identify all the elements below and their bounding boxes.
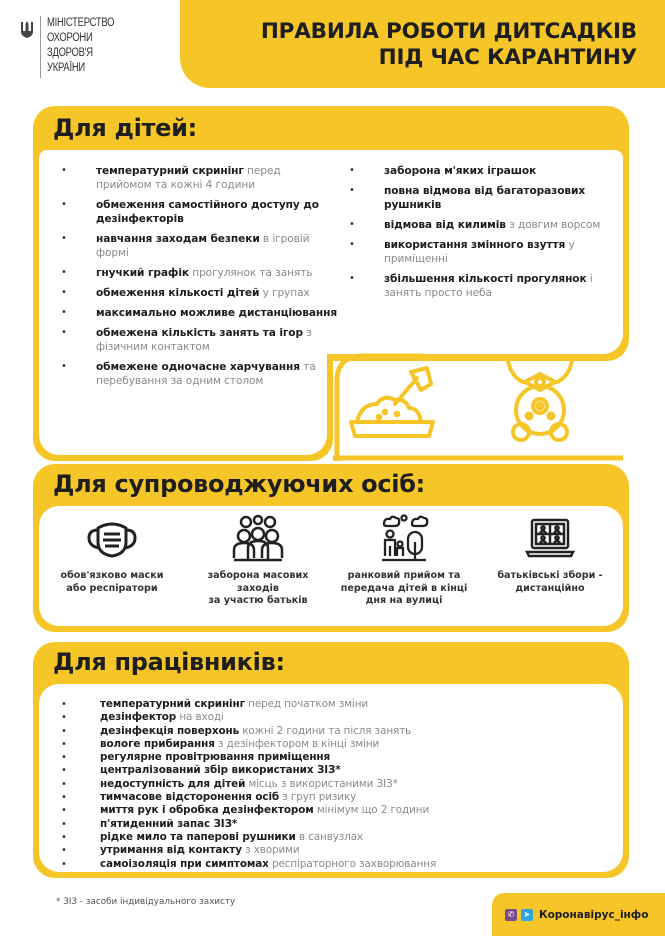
rule-bold: обмеження самостійного доступу до дезінфекторів [96, 199, 319, 225]
bullet: • [61, 752, 67, 764]
bullet: • [61, 361, 67, 372]
rule-rest: у приміщенні [384, 239, 575, 265]
rule-rest: перед прийомом та кожні 4 години [96, 165, 281, 191]
list-item [346, 184, 616, 212]
list-item [58, 818, 436, 831]
bullet: • [61, 778, 67, 790]
bullet: • [61, 725, 67, 737]
section-title: Для дітей: [53, 114, 197, 142]
bullet: • [61, 805, 67, 817]
channel-badge[interactable] [492, 893, 665, 936]
rule-rest: місць з використаними ЗІЗ* [245, 777, 398, 790]
rule-bold: недоступність для дітей [100, 777, 246, 790]
ministry-logo [20, 16, 129, 78]
rule-bold: обмеження кількості дітей [96, 287, 260, 299]
rule-bold: утримання від контакту [100, 844, 242, 857]
escort-rules-row [39, 512, 623, 608]
rule-bold: заборона м'яких іграшок [384, 165, 537, 177]
rule-label-line: за участю батьків [208, 595, 308, 606]
rule-label-line: обов'язково маски [60, 570, 164, 581]
rule-rest: респіраторного захворювання [268, 857, 437, 870]
list-item [58, 164, 338, 192]
rule-rest: з фізичним контактом [96, 327, 312, 353]
title-band [180, 0, 665, 88]
children-rules-left [58, 164, 338, 394]
sandbox-icon [343, 364, 443, 444]
bullet: • [61, 845, 67, 857]
rule-rest: перед початком зміни [244, 698, 369, 710]
rule-bold: температурний скринінг [96, 165, 244, 177]
crowd-icon [232, 512, 284, 564]
rule-bold: навчання заходам безпеки [96, 233, 260, 245]
rule-bold: вологе прибирання [100, 737, 215, 750]
rule-rest: з хворими [241, 844, 300, 857]
bullet: • [61, 712, 67, 724]
workers-rules-list [58, 698, 436, 871]
video-conference-laptop-icon [524, 512, 576, 564]
rule-bold: обмежене одночасне харчування [96, 361, 300, 373]
bullet: • [349, 219, 355, 230]
section-children [33, 106, 629, 461]
ministry-line: ЗДОРОВ'Я [47, 47, 93, 59]
title-line-1: ПРАВИЛА РОБОТИ ДИТСАДКІВ [260, 19, 637, 44]
rule-bold: відмова від килимів [384, 219, 506, 231]
list-item [58, 266, 338, 280]
page-title [261, 19, 637, 71]
teddy-bear-icon [495, 354, 585, 446]
rule-bold: дезінфектор [100, 711, 177, 724]
list-item [58, 286, 338, 300]
list-item [58, 751, 436, 764]
footnote: * ЗІЗ - засоби індивідуального захисту [56, 897, 236, 907]
section-workers [33, 642, 629, 878]
rule-label-line: дня на вулиці [365, 595, 443, 606]
list-item [58, 844, 436, 857]
rule-bold: централізований збір використаних ЗІЗ* [100, 764, 341, 777]
list-item [58, 791, 436, 804]
rule-rest: з довгим ворсом [505, 219, 601, 231]
bullet: • [349, 165, 355, 176]
rule-bold: рідке мило та паперові рушники [100, 830, 296, 843]
list-item [58, 738, 436, 751]
bullet: • [349, 273, 355, 284]
bullet: • [61, 233, 67, 244]
list-item [58, 764, 436, 777]
bullet: • [61, 699, 67, 710]
children-rules-right [346, 164, 616, 306]
title-line-2: ПІД ЧАС КАРАНТИНУ [378, 45, 637, 70]
list-item [346, 164, 616, 178]
rule-label [497, 570, 602, 595]
rule-rest: та перебування за одним столом [96, 361, 316, 387]
list-item [58, 725, 436, 738]
list-item [346, 238, 616, 266]
list-item [58, 778, 436, 791]
rule-rest: мінімум що 2 години [313, 804, 430, 817]
list-item [58, 306, 338, 320]
list-item [346, 272, 616, 300]
rule-card [331, 512, 477, 608]
list-item [346, 218, 616, 232]
rule-bold: миття рук і обробка дезінфектором [100, 804, 314, 817]
bullet: • [61, 765, 67, 777]
rule-card [477, 512, 623, 608]
bullet: • [61, 792, 67, 804]
outdoor-family-icon [378, 512, 430, 564]
rule-rest: на вході [176, 711, 224, 724]
rule-bold: збільшення кількості прогулянок [384, 273, 587, 285]
rule-rest: прогулянок та занять [188, 267, 313, 279]
list-item [58, 831, 436, 844]
rule-label [341, 570, 468, 608]
bullet: • [61, 831, 67, 843]
bullet: • [61, 327, 67, 338]
bullet: • [61, 818, 67, 830]
rule-bold: дезінфекція поверхонь [100, 724, 240, 737]
rule-bold: використання змінного взуття [384, 239, 566, 251]
bullet: • [61, 199, 67, 210]
list-item [58, 198, 338, 226]
list-item [58, 360, 338, 388]
content-panel [39, 506, 623, 626]
list-item [58, 804, 436, 817]
rule-label [61, 570, 164, 595]
viber-icon[interactable]: ✆ [505, 909, 517, 921]
rule-label-line: дистанційно [515, 582, 585, 594]
rule-rest: кожні 2 години та після занять [239, 724, 412, 737]
rule-bold: температурний скринінг [100, 698, 245, 710]
list-item [58, 698, 436, 711]
section-escorts [33, 464, 629, 632]
rule-card [39, 512, 185, 608]
bullet: • [61, 858, 67, 870]
ministry-line: ОХОРОНИ [47, 32, 93, 44]
rule-rest: з дезінфектором в кінці зміни [214, 737, 380, 750]
rule-bold: регулярне провітрювання приміщення [100, 751, 331, 764]
bullet: • [61, 307, 67, 318]
rule-bold: самоізоляція при симптомах [100, 857, 269, 870]
rule-bold: обмежена кількість занять та ігор [96, 327, 303, 339]
rule-label [185, 570, 331, 608]
list-item [58, 858, 436, 871]
rule-rest: з груп ризику [279, 791, 357, 804]
rule-label-line: батьківські збори - [497, 570, 603, 581]
section-title: Для працівників: [53, 648, 285, 676]
content-panel [39, 684, 623, 872]
telegram-icon[interactable]: ➤ [521, 909, 533, 921]
rule-rest: і занять просто неба [384, 273, 593, 299]
rule-label-line: передача дітей в кінці [340, 582, 468, 594]
rule-rest: в ігровій формі [96, 233, 310, 259]
face-mask-icon [86, 512, 138, 564]
ministry-name [47, 16, 114, 76]
rule-label-line: ранковий прийом та [347, 570, 461, 581]
rule-rest: у групах [259, 287, 310, 299]
bullet: • [61, 165, 67, 176]
list-item [58, 711, 436, 724]
ministry-line: МІНІСТЕРСТВО [47, 17, 115, 29]
ministry-line: УКРАЇНИ [47, 62, 85, 74]
bullet: • [61, 738, 67, 750]
rule-label-line: заборона масових заходів [207, 570, 309, 594]
bullet: • [61, 267, 67, 278]
bullet: • [349, 185, 355, 196]
rule-bold: гнучкий графік [96, 267, 189, 279]
trident-icon [20, 20, 34, 40]
rule-bold: п'ятиденний запас ЗІЗ* [100, 817, 238, 830]
rule-bold: тимчасове відсторонення осіб [100, 791, 280, 804]
section-title: Для супроводжуючих осіб: [53, 470, 425, 498]
logo-divider [40, 16, 41, 78]
list-item [58, 326, 338, 354]
rule-rest: в санвузлах [295, 830, 364, 843]
channel-label[interactable]: Коронавірус_інфо [539, 908, 649, 921]
rule-bold: повна відмова від багаторазових рушників [384, 185, 586, 211]
list-item [58, 232, 338, 260]
rule-label-line: або респіратори [66, 582, 158, 594]
bullet: • [61, 287, 67, 298]
rule-card [185, 512, 331, 608]
bullet: • [349, 239, 355, 250]
rule-bold: максимально можливе дистанціювання [96, 307, 338, 319]
